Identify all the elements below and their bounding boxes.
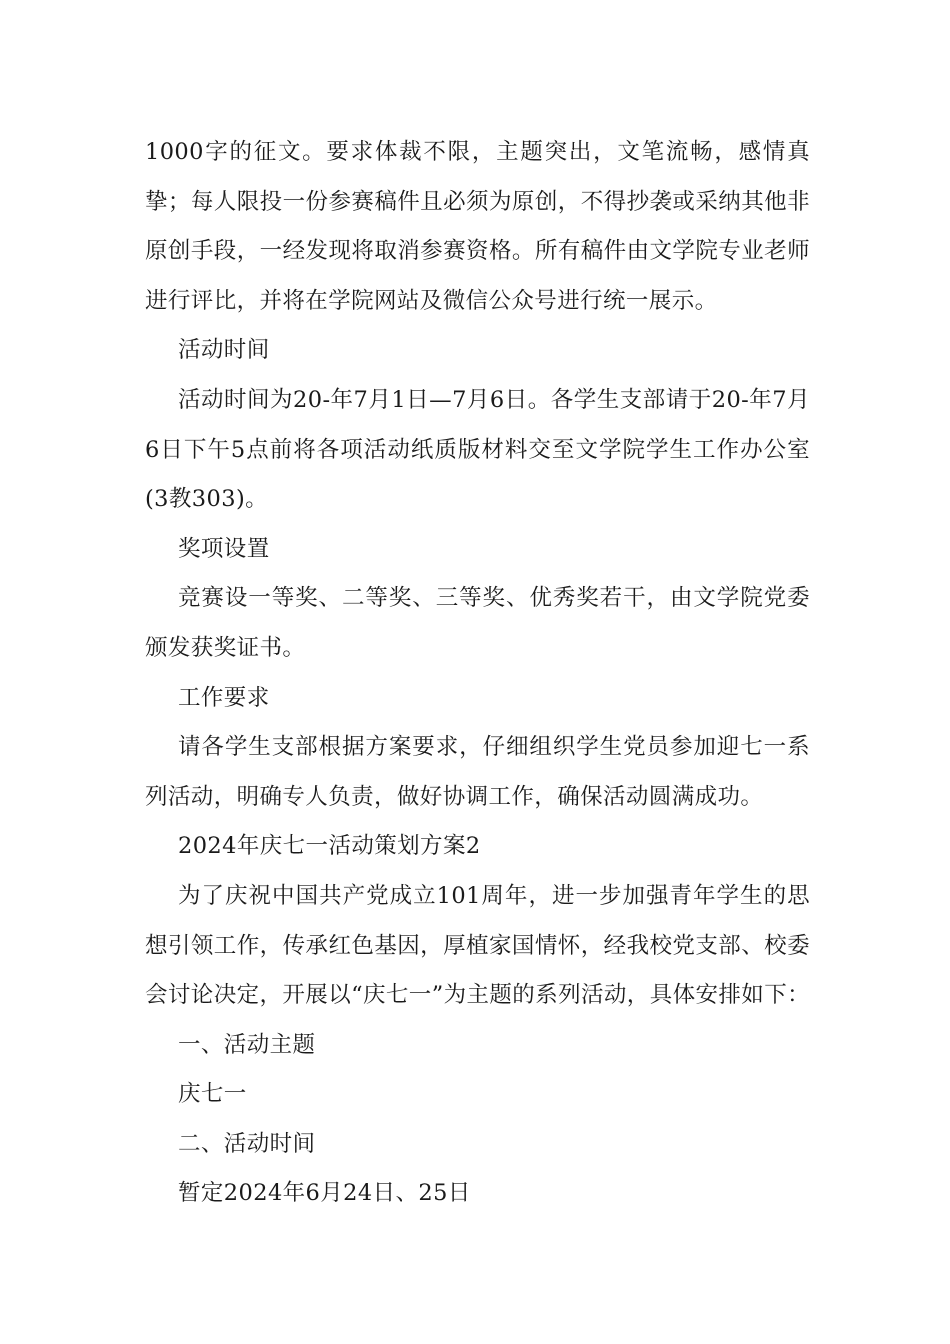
heading-activity-theme: 一、活动主题 <box>178 1031 316 1058</box>
paragraph-award-settings: 竞赛设一等奖、二等奖、三等奖、优秀奖若干，由文学院党委颁发获奖证书。 <box>145 585 810 661</box>
paragraph-plan-2-intro: 为了庆祝中国共产党成立101周年，进一步加强青年学生的思想引领工作，传承红色基因，厚植家国情怀，经我校党支部、校委会讨论决定，开展以“庆七一”为主题的系列活动，具体安排如下： <box>145 882 811 1009</box>
document-body <box>145 128 810 1219</box>
paragraph-essay-requirements: 1000字的征文。要求体裁不限，主题突出，文笔流畅，感情真挚；每人限投一份参赛稿件且必须为原创，不得抄袭或采纳其他非原创手段，一经发现将取消参赛资格。所有稿件由文学院专业老师进行评比，并将在学院网站及微信公众号进行统一展示。 <box>145 139 810 314</box>
paragraph-activity-time-2: 暂定2024年6月24日、25日 <box>178 1180 471 1207</box>
heading-award-settings: 奖项设置 <box>178 535 270 562</box>
heading-activity-time-2: 二、活动时间 <box>178 1130 316 1157</box>
paragraph-activity-theme: 庆七一 <box>178 1081 247 1108</box>
heading-activity-time: 活动时间 <box>178 337 270 364</box>
paragraph-activity-time: 活动时间为20-年7月1日—7月6日。各学生支部请于20-年7月6日下午5点前将各项活动纸质版材料交至文学院学生工作办公室(3教303)。 <box>145 386 810 513</box>
heading-work-requirements: 工作要求 <box>178 684 270 711</box>
section-title-plan-2: 2024年庆七一活动策划方案2 <box>178 833 481 860</box>
paragraph-work-requirements: 请各学生支部根据方案要求，仔细组织学生党员参加迎七一系列活动，明确专人负责，做好协调工作，确保活动圆满成功。 <box>145 734 810 810</box>
